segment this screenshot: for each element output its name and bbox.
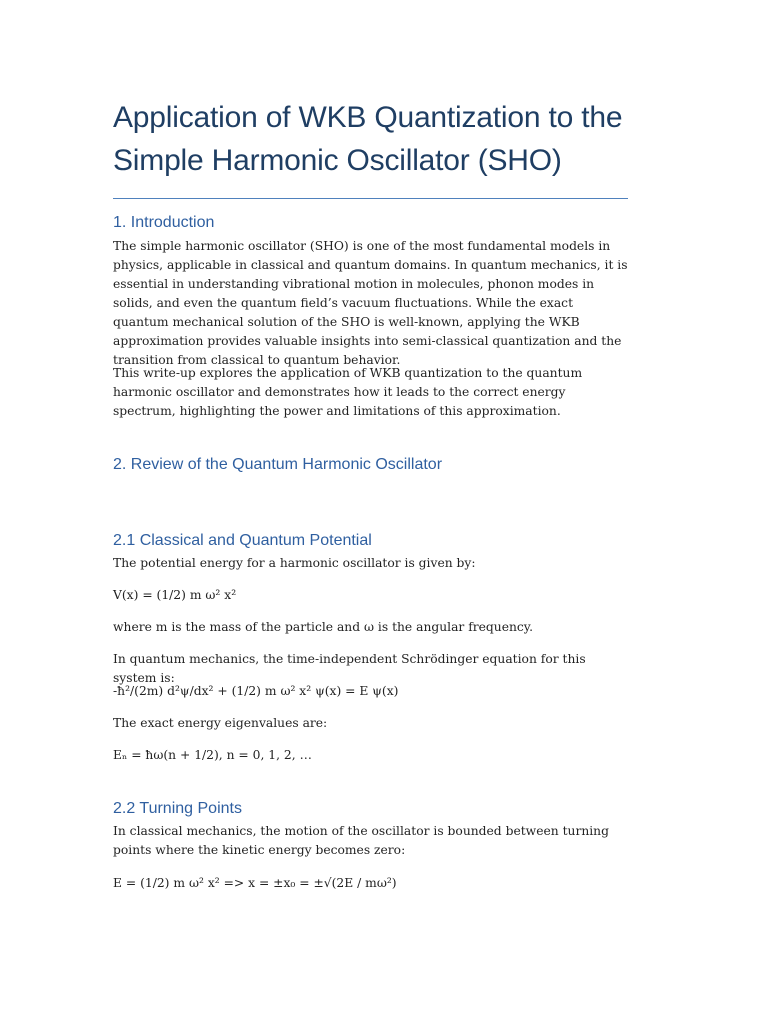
title-line-1: Application of WKB Quantization to the [113, 101, 623, 134]
heading-potential: 2.1 Classical and Quantum Potential [113, 532, 372, 549]
paragraph-turning-points: In classical mechanics, the motion of the oscillator is bounded between turning points where the kinetic energy becomes zero: [113, 824, 609, 857]
document-page [113, 96, 628, 890]
equation-turning-points: E = (1/2) m ω² x² => x = ±x₀ = ±√(2E / mω²) [113, 876, 397, 890]
heading-introduction: 1. Introduction [113, 214, 215, 231]
heading-turning-points: 2.2 Turning Points [113, 800, 242, 817]
paragraph-schrodinger-intro: In quantum mechanics, the time-independent Schrödinger equation for this system is: [113, 652, 586, 685]
paragraph-intro-2: This write-up explores the application of WKB quantization to the quantum harmonic oscillator and demonstrates how it leads to the correct energy spectrum, highlighting the power and limitations of this approximation. [113, 366, 583, 418]
equation-schrodinger: -ħ²/(2m) d²ψ/dx² + (1/2) m ω² x² ψ(x) = E ψ(x) [113, 684, 399, 698]
document-title [113, 96, 628, 182]
heading-review: 2. Review of the Quantum Harmonic Oscillator [113, 456, 443, 473]
title-divider [113, 198, 628, 199]
equation-eigenvalues: Eₙ = ħω(n + 1/2), n = 0, 1, 2, … [113, 748, 312, 762]
equation-potential: V(x) = (1/2) m ω² x² [113, 588, 237, 602]
paragraph-intro-1: The simple harmonic oscillator (SHO) is one of the most fundamental models in physics, applicable in classical and quantum domains. In quantum mechanics, it is essential in understanding vibrational motion in molecules, phonon modes in solids, and even the quantum field’s vacuum fluctuations. While the exact quantum mechanical solution of the SHO is well-known, applying the WKB approximation provides valuable insights into semi-classical quantization and the transition from classical to quantum behavior. [113, 239, 628, 367]
title-line-2: Simple Harmonic Oscillator (SHO) [113, 144, 562, 177]
paragraph-eigenvalues-intro: The exact energy eigenvalues are: [113, 716, 328, 730]
paragraph-potential-def: where m is the mass of the particle and ω is the angular frequency. [113, 620, 534, 634]
paragraph-potential-intro: The potential energy for a harmonic oscillator is given by: [113, 556, 476, 570]
